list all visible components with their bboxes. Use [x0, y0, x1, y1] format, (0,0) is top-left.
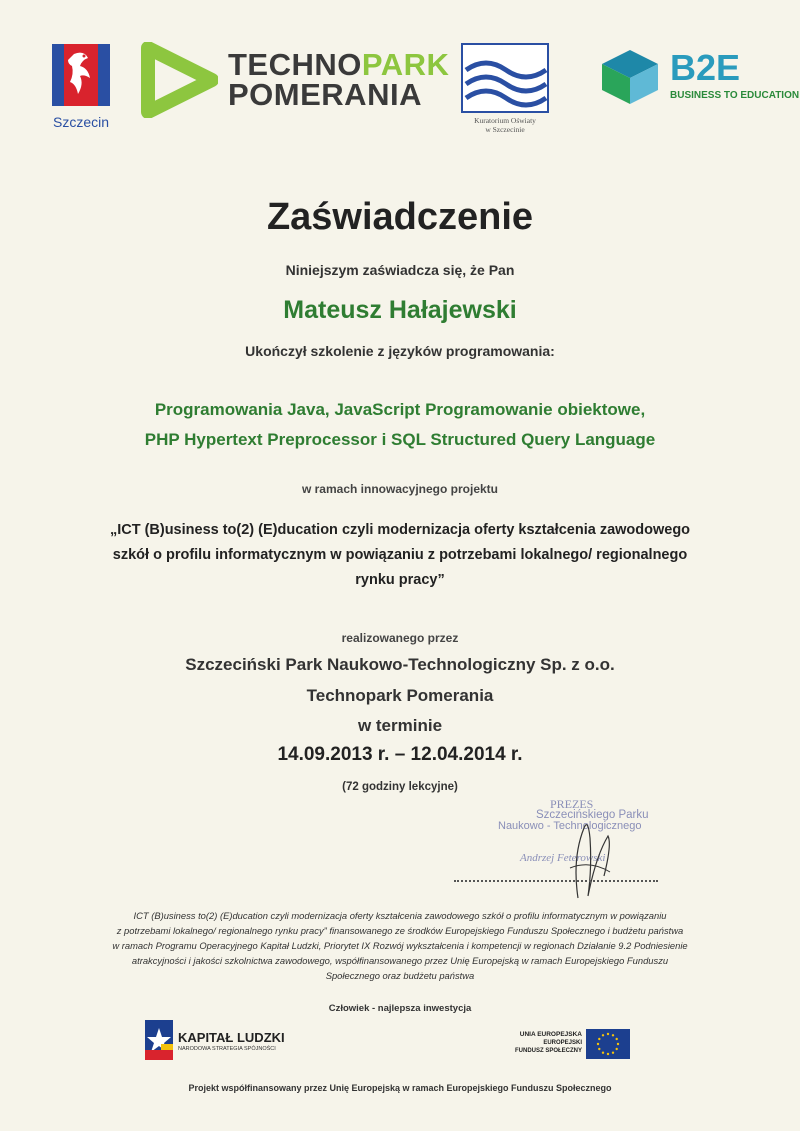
project-line-2: szkół o profilu informatycznym w powiązaniu z potrzebami lokalnego/ regionalnego — [112, 547, 688, 563]
szczecin-label: Szczecin — [52, 114, 110, 130]
b2e-cube-icon — [600, 48, 660, 106]
szczecin-logo — [52, 44, 110, 106]
term-label: w terminie — [357, 716, 443, 735]
signature-line — [454, 880, 658, 882]
kapital-ludzki-title: KAPITAŁ LUDZKI — [178, 1030, 285, 1045]
intro-text: Niniejszym zaświadcza się, że Pan — [285, 262, 515, 278]
completed-text: Ukończył szkolenie z języków programowania: — [245, 343, 555, 359]
stamp-title: PREZES — [550, 797, 594, 811]
kapital-ludzki-subtitle: NARODOWA STRATEGIA SPÓJNOŚCI — [178, 1046, 276, 1052]
handwritten-signature — [548, 808, 628, 903]
footnote: ICT (B)usiness to(2) (E)ducation czyli modernizacja oferty kształcenia zawodowego szkół o profilu informatycznym w powiązaniu z potrzebami lokalnego/ regionalnego rynku pracy” finansowanego ze środków Europejskiego Funduszu Społecznego i budżetu państwa w ramach Programu Operacyjnego Kapitał Ludzki, Priorytet IX Rozwój wykształcenia i kompetencji w regionach Działanie 9.2 Podniesienie atrakcyjności i jakości szkolnictwa zawodowego, współfinansowanego przez Unię Europejską w ramach Europejskiego Funduszu Społecznego oraz budżetu państwa — [112, 910, 688, 981]
courses-line-1: Programowania Java, JavaScript Programowanie obiektowe, — [154, 400, 646, 419]
date-range: 14.09.2013 r. – 12.04.2014 r. — [277, 744, 523, 765]
technopark-triangle-icon — [138, 42, 218, 118]
project-intro: w ramach innowacyjnego projektu — [301, 482, 499, 496]
cofinancing-text: Projekt współfinansowany przez Unię Europejską w ramach Europejskiego Funduszu Społecznego — [188, 1083, 612, 1093]
stamp-line-3: Naukowo - Technologicznego — [498, 820, 642, 832]
b2e-title: B2E — [670, 47, 741, 88]
kuratorium-label: Kuratorium Oświaty w Szczecinie — [474, 116, 536, 134]
org-line-1: Szczeciński Park Naukowo-Technologiczny Sp. z o.o. — [185, 655, 615, 674]
project-line-1: „ICT (B)usiness to(2) (E)ducation czyli modernizacja oferty kształcenia zawodowego — [109, 522, 691, 538]
technopark-logo-text: TECHNOPARK POMERANIA — [228, 47, 450, 112]
eu-flag-icon — [586, 1029, 630, 1059]
kuratorium-book-icon — [460, 42, 550, 114]
hours-text: (72 godziny lekcyjne) — [342, 781, 458, 793]
certificate-title: Zaświadczenie — [266, 196, 534, 238]
stamp-line-2: Szczecińskiego Parku — [536, 809, 649, 821]
eu-label: UNIA EUROPEJSKA EUROPEJSKI FUNDUSZ SPOŁECZNY — [514, 1031, 582, 1054]
recipient-name: Mateusz Hałajewski — [283, 296, 517, 324]
griffin-icon — [52, 44, 110, 106]
b2e-subtitle: BUSINESS TO EDUCATION — [670, 90, 800, 101]
courses-line-2: PHP Hypertext Preprocessor i SQL Structured Query Language — [144, 430, 656, 449]
project-line-3: rynku pracy” — [355, 572, 445, 588]
realized-by: realizowanego przez — [341, 631, 459, 645]
stamp-signer: Andrzej Feterowski — [520, 852, 606, 864]
kapital-ludzki-star-icon — [145, 1020, 173, 1060]
slogan: Człowiek - najlepsza inwestycja — [328, 1003, 472, 1014]
org-line-2: Technopark Pomerania — [306, 686, 494, 705]
